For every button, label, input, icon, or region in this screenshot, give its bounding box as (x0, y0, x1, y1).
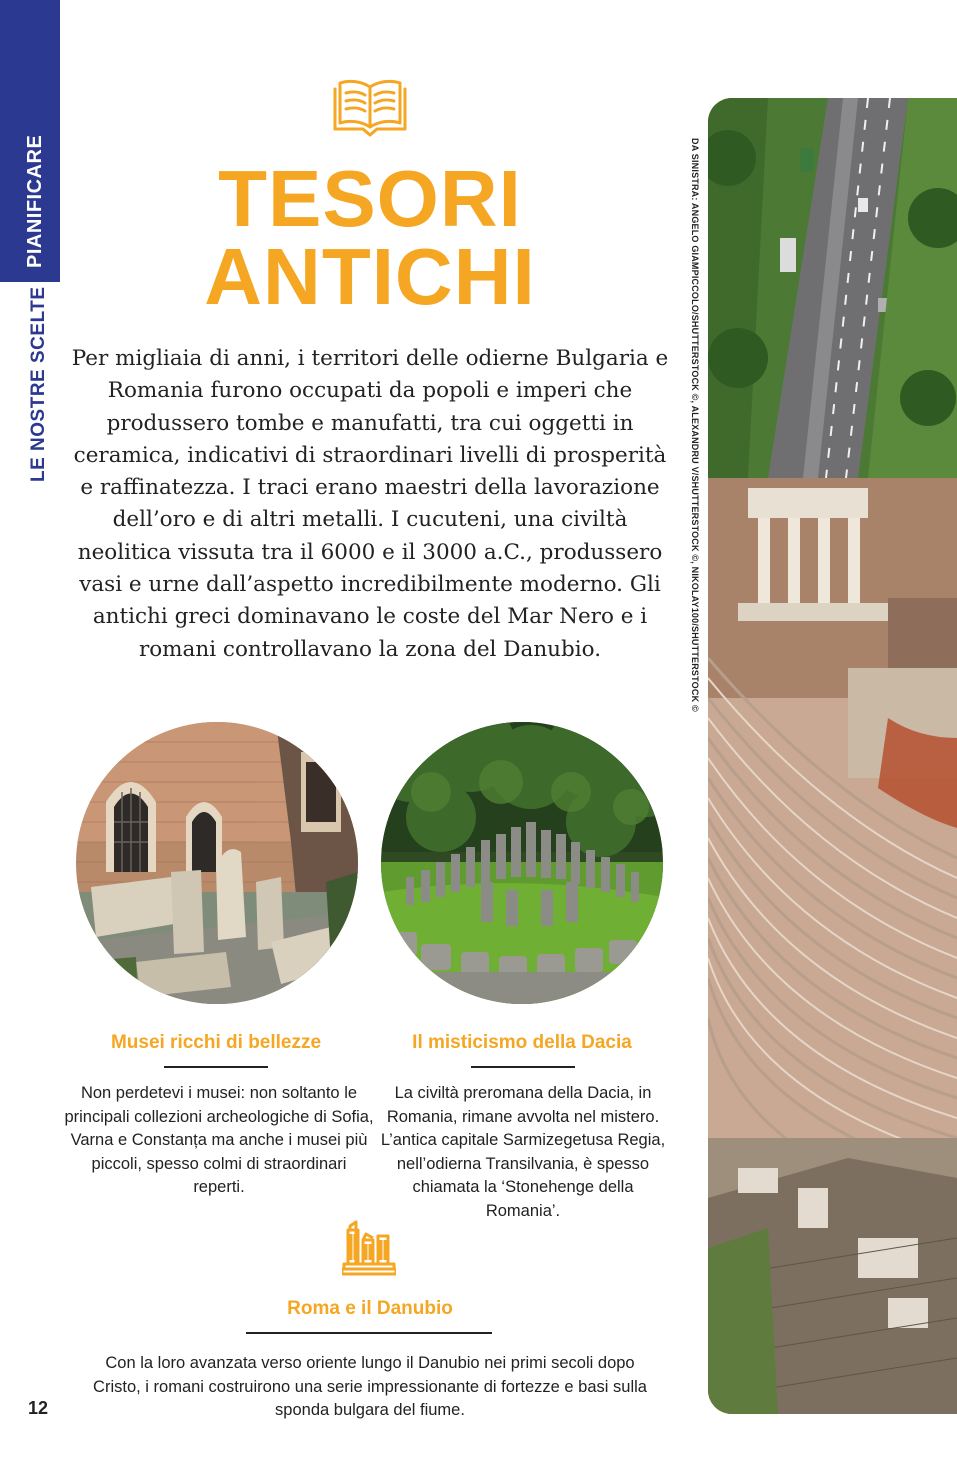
section-divider (164, 1066, 268, 1068)
subsection-label: LE NOSTRE SCELTE (28, 286, 49, 482)
section-text-dacia: La civiltà preromana della Dacia, in Romania, rimane avvolta nel mistero. L’antica capitale Sarmizegetusa Regia, nell’odierna Transilvania, è spesso chiamata la ‘Stonehenge della Romania’. (380, 1084, 666, 1220)
section-divider (246, 1332, 492, 1334)
museum-photo (76, 722, 358, 1004)
section-title-museums: Musei ricchi di bellezze (110, 1032, 322, 1053)
roman-theatre-photo (708, 98, 957, 1414)
ruins-columns-icon (342, 1220, 396, 1276)
title-line-1: TESORI (218, 154, 522, 243)
title-line-2: ANTICHI (204, 232, 536, 321)
dacia-photo (381, 722, 663, 1004)
section-text-museums: Non perdetevi i musei: non soltanto le principali collezioni archeologiche di Sofia, Varna e Constanța ma anche i musei più piccoli, spesso colmi di straordinari reperti. (64, 1084, 374, 1196)
section-tab-label: PIANIFICARE (24, 134, 46, 268)
section-title-rome: Roma e il Danubio (287, 1298, 453, 1319)
intro-paragraph: Per migliaia di anni, i territori delle odierne Bulgaria e Romania furono occupati da popoli e imperi che produssero tombe e manufatti, tra cui oggetti in ceramica, indicativi di straordinari livelli di prosperità e raffinatezza. I traci erano maestri della lavorazione dell’oro e di altri metalli. I cucuteni, una civiltà neolitica vissuta tra il 6000 e il 3000 a.C., produssero vasi e urne dall’aspetto incredibilmente moderno. Gli antichi greci dominavano le coste del Mar Nero e i romani controllavano la zona del Danubio. (71, 346, 669, 662)
section-text-rome: Con la loro avanzata verso oriente lungo il Danubio nei primi secoli dopo Cristo, i romani costruirono una serie impressionante di fortezze e basi sulla sponda bulgara del fiume. (93, 1354, 647, 1419)
photo-credit: DA SINISTRA: ANGELO GIAMPICCOLO/SHUTTERSTOCK ©, ALEXANDRU V/SHUTTERSTOCK ©, NIKOLAY100/SHUTTERSTOCK © (690, 138, 700, 712)
section-divider (471, 1066, 575, 1068)
page-number: 12 (28, 1398, 49, 1418)
section-title-dacia: Il misticismo della Dacia (412, 1032, 632, 1053)
page-title (60, 154, 680, 321)
open-book-icon (333, 75, 407, 137)
